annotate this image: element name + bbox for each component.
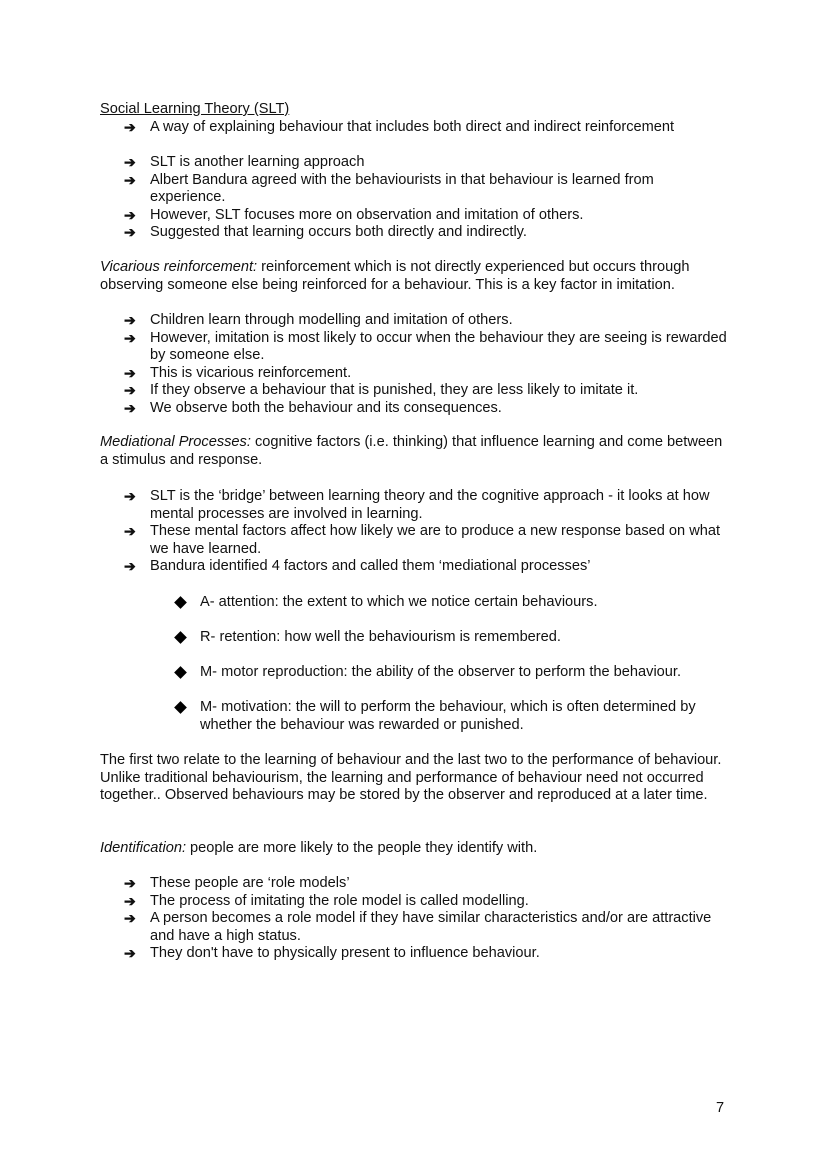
arrow-icon: ➔ bbox=[124, 558, 136, 575]
arrow-icon: ➔ bbox=[124, 224, 136, 241]
list-item: ➔ Suggested that learning occurs both directly and indirectly. bbox=[124, 224, 527, 241]
term-label: Vicarious reinforcement: bbox=[100, 259, 258, 275]
list-item: ➔ These people are ‘role models’ bbox=[124, 875, 350, 891]
mediational-factors-list bbox=[100, 594, 730, 752]
list-item: M- motor reproduction: the ability of the observer to perform the behaviour. bbox=[100, 664, 730, 682]
summary-paragraph: The first two relate to the learning of behaviour and the last two to the performance of behaviour. Unlike traditional behaviourism, the learning and performance of behaviour need not occurred together.. Observed behaviours may be stored by the observer and reproduced at a later time. bbox=[100, 752, 722, 804]
diamond-icon bbox=[174, 701, 187, 714]
arrow-icon: ➔ bbox=[124, 488, 136, 504]
vicarious-bullet-list bbox=[100, 312, 730, 418]
list-item: ➔ The process of imitating the role model is called modelling. bbox=[124, 892, 529, 909]
term-label: Mediational Processes: bbox=[100, 434, 251, 450]
diamond-icon bbox=[174, 666, 187, 679]
list-item: ➔ However, imitation is most likely to occur when the behaviour they are seeing is rewarded by someone else. bbox=[124, 329, 727, 364]
arrow-icon: ➔ bbox=[124, 312, 136, 328]
arrow-icon: ➔ bbox=[124, 382, 136, 399]
list-item: ➔ We observe both the behaviour and its consequences. bbox=[124, 399, 502, 416]
arrow-icon: ➔ bbox=[124, 206, 136, 223]
arrow-icon: ➔ bbox=[124, 364, 136, 381]
term-label: Identification: bbox=[100, 840, 186, 856]
arrow-icon: ➔ bbox=[124, 910, 136, 927]
intro-bullet-list bbox=[100, 119, 730, 137]
list-item: ➔ A person becomes a role model if they have similar characteristics and/or are attractive and have a high status. bbox=[124, 910, 712, 944]
page-number: 7 bbox=[716, 1100, 725, 1116]
list-item: R- retention: how well the behaviourism is remembered. bbox=[100, 629, 730, 647]
list-item: ➔ However, SLT focuses more on observation and imitation of others. bbox=[124, 206, 584, 223]
list-item: ➔ SLT is the ‘bridge’ between learning theory and the cognitive approach - it looks at how mental processes are involved in learning. bbox=[124, 488, 710, 522]
arrow-icon: ➔ bbox=[124, 171, 136, 188]
arrow-icon: ➔ bbox=[124, 523, 136, 540]
arrow-icon: ➔ bbox=[124, 875, 136, 891]
arrow-icon: ➔ bbox=[124, 154, 136, 170]
section-heading: Social Learning Theory (SLT) bbox=[100, 101, 290, 117]
arrow-icon: ➔ bbox=[124, 892, 136, 909]
list-item: M- motivation: the will to perform the behaviour, which is often determined by whether the behaviour was rewarded or punished. bbox=[100, 699, 730, 734]
list-item: ➔ Albert Bandura agreed with the behaviourists in that behaviour is learned from experience. bbox=[124, 171, 654, 206]
arrow-icon: ➔ bbox=[124, 399, 136, 416]
diamond-icon bbox=[174, 596, 187, 609]
arrow-icon: ➔ bbox=[124, 329, 136, 346]
diamond-icon bbox=[174, 631, 187, 644]
list-item: ➔ This is vicarious reinforcement. bbox=[124, 364, 352, 381]
list-item: ➔ SLT is another learning approach bbox=[124, 154, 365, 170]
mediational-definition: Mediational Processes: cognitive factors (i.e. thinking) that influence learning and come between a stimulus and response. bbox=[100, 434, 723, 468]
list-item: ➔ They don't have to physically present to influence behaviour. bbox=[124, 945, 540, 962]
identification-definition: Identification: people are more likely to the people they identify with. bbox=[100, 840, 538, 856]
arrow-icon: ➔ bbox=[124, 945, 136, 962]
arrow-icon: ➔ bbox=[124, 119, 136, 135]
list-item: ➔ Bandura identified 4 factors and called them ‘mediational processes’ bbox=[124, 558, 591, 575]
list-item: ➔ If they observe a behaviour that is punished, they are less likely to imitate it. bbox=[124, 382, 639, 399]
list-item: ➔ These mental factors affect how likely we are to produce a new response based on what we have learned. bbox=[124, 523, 721, 557]
list-item: ➔ A way of explaining behaviour that includes both direct and indirect reinforcement bbox=[124, 119, 675, 135]
list-item: ➔ Children learn through modelling and imitation of others. bbox=[124, 312, 513, 328]
vicarious-definition: Vicarious reinforcement: reinforcement which is not directly experienced but occurs through observing someone else being reinforced for a behaviour. This is a key factor in imitation. bbox=[100, 259, 690, 293]
identification-bullet-list bbox=[100, 875, 730, 963]
list-item: A- attention: the extent to which we notice certain behaviours. bbox=[100, 594, 730, 612]
slt-bullet-list bbox=[100, 154, 730, 242]
mediational-bullet-list bbox=[100, 488, 730, 576]
